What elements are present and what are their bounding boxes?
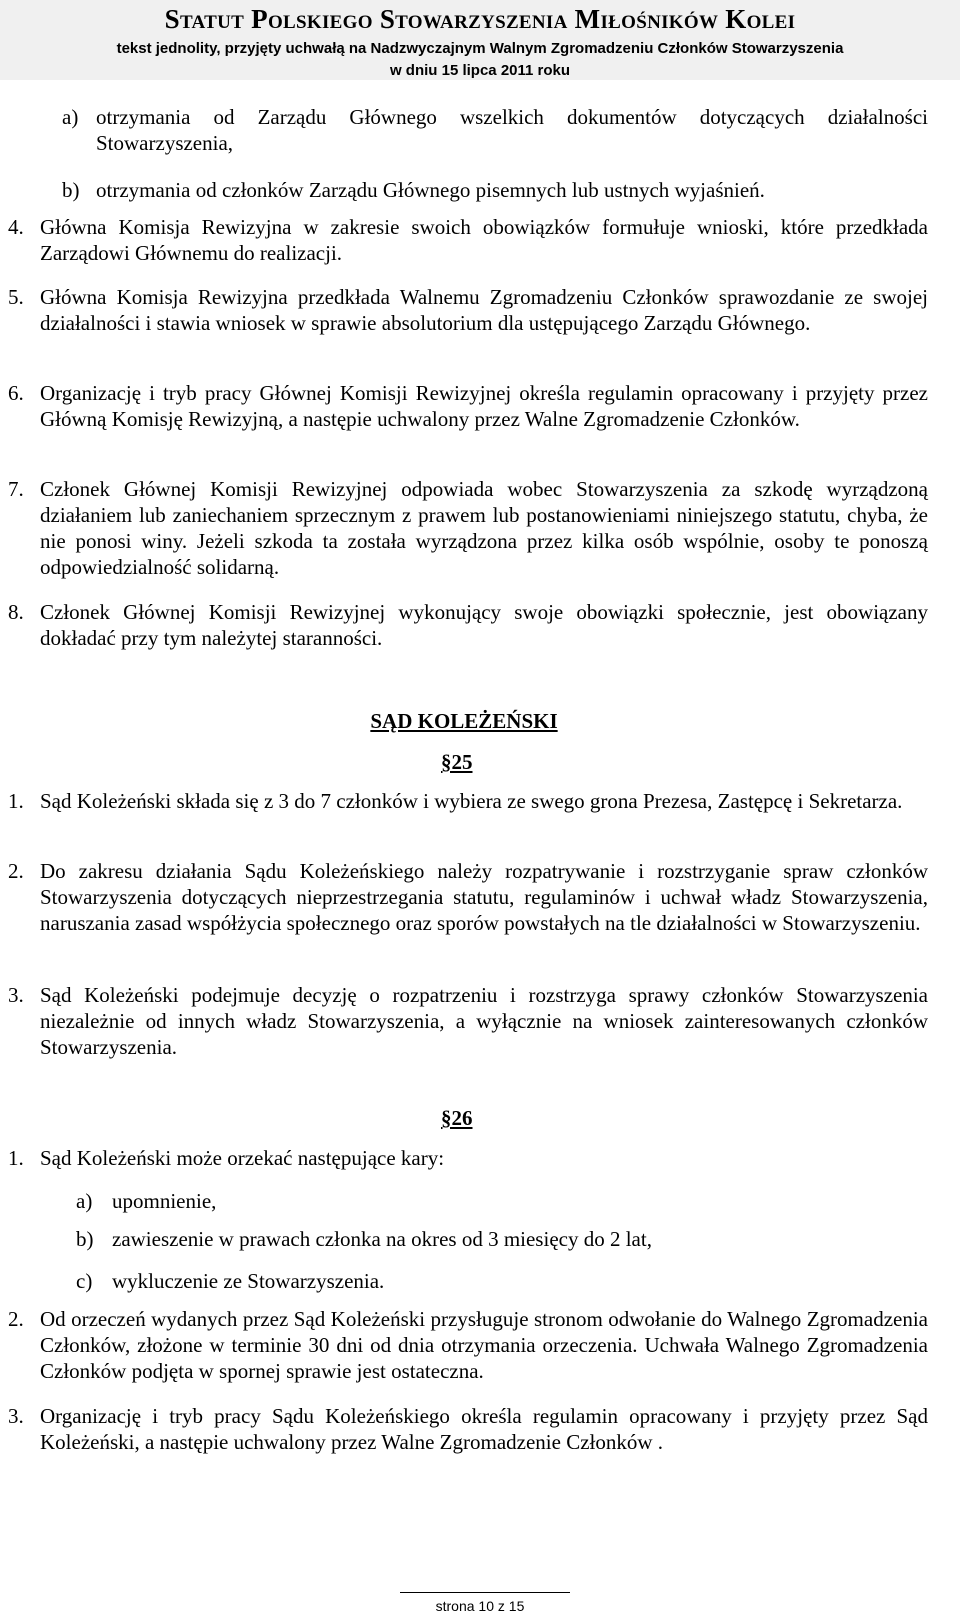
point-number: 7. [8, 477, 24, 501]
item-letter: a) [76, 1189, 93, 1213]
point-number: 1. [8, 789, 24, 813]
list-item: upomnienie, [112, 1189, 217, 1213]
list-item: wykluczenie ze Stowarzyszenia. [112, 1269, 385, 1293]
item-letter: b) [76, 1227, 94, 1251]
footer-divider [400, 1592, 570, 1593]
document-header [0, 0, 960, 80]
list-item: Sąd Koleżeński może orzekać następujące kary: [40, 1146, 445, 1170]
header-title: Statut Polskiego Stowarzyszenia Miłośników Kolei [164, 4, 796, 34]
list-item: Organizację i tryb pracy Sądu Koleżeńskiego określa regulamin opracowany i przyjęty przez Sąd Koleżeński, a następie uchwalony przez Walne Zgromadzenie Członków . [40, 1404, 928, 1454]
point-number: 3. [8, 983, 24, 1007]
list-item: Główna Komisja Rewizyjna przedkłada Walnemu Zgromadzeniu Członków sprawozdanie ze swojej działalności i stawia wniosek w sprawie absolutorium dla ustępującego Zarządu Głównego. [40, 285, 928, 335]
point-number: 6. [8, 381, 24, 405]
section-26-label: §26 [441, 1106, 473, 1130]
header-date: w dniu 15 lipca 2011 roku [389, 62, 571, 79]
point-number: 8. [8, 600, 24, 624]
list-item: Do zakresu działania Sądu Koleżeńskiego należy rozpatrywanie i rozstrzyganie spraw członków Stowarzyszenia dotyczących nieprzestrzegania statutu, regulaminów i uchwał władz Stowarzyszenia, naruszania zasad współżycia społecznego oraz sporów powstałych na tle działalności w Stowarzyszeniu. [40, 859, 928, 935]
chapter-title: SĄD KOLEŻEŃSKI [370, 709, 558, 733]
item-letter: a) [62, 105, 79, 129]
list-item: Organizację i tryb pracy Głównej Komisji Rewizyjnej określa regulamin opracowany i przyjęty przez Główną Komisję Rewizyjną, a następie uchwalony przez Walne Zgromadzenie Członków. [40, 381, 928, 431]
section-number: 25 [451, 750, 473, 774]
header-subtitle: tekst jednolity, przyjęty uchwałą na Nadzwyczajnym Walnym Zgromadzeniu Członków Stowarzyszenia [116, 40, 844, 57]
list-item: Członek Głównej Komisji Rewizyjnej odpowiada wobec Stowarzyszenia za szkodę wyrządzoną działaniem lub zaniechaniem sprzecznym z prawem lub postanowieniami niniejszego statutu, chyba, że nie ponosi winy. Jeżeli szkoda ta została wyrządzona przez kilka osób wspólnie, osoby te ponoszą odpowiedzialność solidarną. [40, 477, 928, 579]
list-item: Sąd Koleżeński podejmuje decyzję o rozpatrzeniu i rozstrzyga sprawy członków Stowarzyszenia niezależnie od innych władz Stowarzyszenia, a wyłącznie na wniosek zainteresowanych członków Stowarzyszenia. [40, 983, 928, 1059]
page-number: strona 10 z 15 [435, 1598, 525, 1614]
section-number: 26 [451, 1106, 473, 1130]
item-letter: c) [76, 1269, 93, 1293]
point-number: 5. [8, 285, 24, 309]
list-item: Od orzeczeń wydanych przez Sąd Koleżeński przysługuje stronom odwołanie do Walnego Zgromadzenia Członków, złożone w terminie 30 dni od dnia otrzymania orzeczenia. Uchwała Walnego Zgromadzenia Członków podjęta w spornej sprawie jest ostateczna. [40, 1307, 928, 1383]
item-letter: b) [62, 178, 80, 202]
section-25-label: §25 [441, 750, 473, 774]
point-number: 2. [8, 859, 24, 883]
list-item: otrzymania od członków Zarządu Głównego pisemnych lub ustnych wyjaśnień. [96, 178, 765, 202]
point-number: 3. [8, 1404, 24, 1428]
list-item: Główna Komisja Rewizyjna w zakresie swoich obowiązków formułuje wnioski, które przedkłada Zarządowi Głównemu do realizacji. [40, 215, 928, 265]
list-item: zawieszenie w prawach członka na okres od 3 miesięcy do 2 lat, [112, 1227, 652, 1251]
point-number: 2. [8, 1307, 24, 1331]
point-number: 1. [8, 1146, 24, 1170]
list-item: otrzymania od Zarządu Głównego wszelkich dokumentów dotyczących działalności Stowarzyszenia, [96, 105, 928, 155]
point-number: 4. [8, 215, 24, 239]
list-item: Członek Głównej Komisji Rewizyjnej wykonujący swoje obowiązki społecznie, jest obowiązany dokładać przy tym należytej staranności. [40, 600, 928, 650]
list-item: Sąd Koleżeński składa się z 3 do 7 członków i wybiera ze swego grona Prezesa, Zastępcę i Sekretarza. [40, 789, 903, 813]
